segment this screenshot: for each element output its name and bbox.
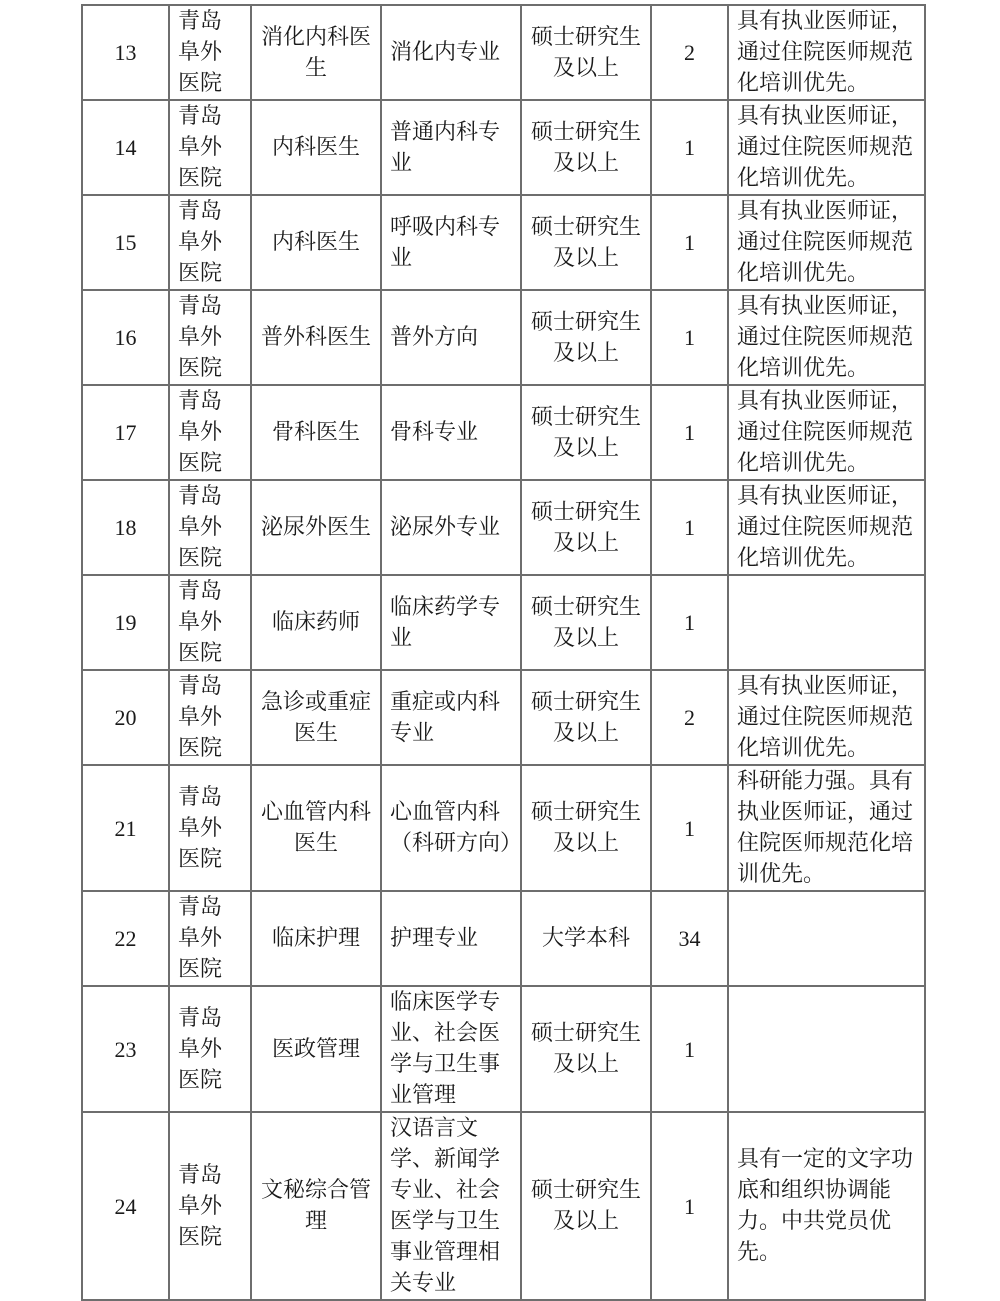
row-number: 13 <box>82 5 169 100</box>
count-cell: 1 <box>651 765 728 891</box>
table-row <box>82 290 925 385</box>
row-number: 24 <box>82 1112 169 1300</box>
table-row <box>82 195 925 290</box>
major-cell: 汉语言文学、新闻学专业、社会医学与卫生事业管理相关专业 <box>381 1112 521 1300</box>
post-cell: 内科医生 <box>251 100 381 195</box>
post-cell: 临床药师 <box>251 575 381 670</box>
requirement-cell: 科研能力强。具有执业医师证，通过住院医师规范化培训优先。 <box>728 765 925 891</box>
requirement-cell <box>728 575 925 670</box>
count-cell: 1 <box>651 575 728 670</box>
requirement-cell: 具有执业医师证，通过住院医师规范化培训优先。 <box>728 385 925 480</box>
table-row <box>82 5 925 100</box>
requirement-cell: 具有执业医师证，通过住院医师规范化培训优先。 <box>728 670 925 765</box>
unit-cell: 青岛阜外医院 <box>169 480 251 575</box>
requirement-cell: 具有一定的文字功底和组织协调能力。中共党员优先。 <box>728 1112 925 1300</box>
education-cell: 硕士研究生及以上 <box>521 986 651 1112</box>
row-number: 14 <box>82 100 169 195</box>
post-cell: 骨科医生 <box>251 385 381 480</box>
row-number: 22 <box>82 891 169 986</box>
table-row <box>82 765 925 891</box>
recruitment-table <box>81 4 926 1301</box>
row-number: 19 <box>82 575 169 670</box>
row-number: 21 <box>82 765 169 891</box>
education-cell: 硕士研究生及以上 <box>521 5 651 100</box>
major-cell: 重症或内科专业 <box>381 670 521 765</box>
post-cell: 临床护理 <box>251 891 381 986</box>
unit-cell: 青岛阜外医院 <box>169 195 251 290</box>
unit-cell: 青岛阜外医院 <box>169 100 251 195</box>
count-cell: 1 <box>651 1112 728 1300</box>
requirement-cell <box>728 891 925 986</box>
major-cell: 普通内科专业 <box>381 100 521 195</box>
post-cell: 内科医生 <box>251 195 381 290</box>
count-cell: 1 <box>651 385 728 480</box>
post-cell: 文秘综合管理 <box>251 1112 381 1300</box>
row-number: 23 <box>82 986 169 1112</box>
count-cell: 1 <box>651 290 728 385</box>
requirement-cell: 具有执业医师证，通过住院医师规范化培训优先。 <box>728 480 925 575</box>
requirement-cell: 具有执业医师证，通过住院医师规范化培训优先。 <box>728 100 925 195</box>
education-cell: 硕士研究生及以上 <box>521 1112 651 1300</box>
count-cell: 2 <box>651 5 728 100</box>
unit-cell: 青岛阜外医院 <box>169 891 251 986</box>
count-cell: 1 <box>651 100 728 195</box>
table-row <box>82 100 925 195</box>
major-cell: 护理专业 <box>381 891 521 986</box>
education-cell: 硕士研究生及以上 <box>521 195 651 290</box>
post-cell: 医政管理 <box>251 986 381 1112</box>
major-cell: 骨科专业 <box>381 385 521 480</box>
post-cell: 消化内科医生 <box>251 5 381 100</box>
unit-cell: 青岛阜外医院 <box>169 670 251 765</box>
row-number: 20 <box>82 670 169 765</box>
unit-cell: 青岛阜外医院 <box>169 385 251 480</box>
education-cell: 硕士研究生及以上 <box>521 670 651 765</box>
major-cell: 泌尿外专业 <box>381 480 521 575</box>
count-cell: 1 <box>651 986 728 1112</box>
requirement-cell: 具有执业医师证，通过住院医师规范化培训优先。 <box>728 290 925 385</box>
education-cell: 硕士研究生及以上 <box>521 385 651 480</box>
education-cell: 硕士研究生及以上 <box>521 575 651 670</box>
row-number: 16 <box>82 290 169 385</box>
count-cell: 2 <box>651 670 728 765</box>
education-cell: 硕士研究生及以上 <box>521 290 651 385</box>
education-cell: 大学本科 <box>521 891 651 986</box>
education-cell: 硕士研究生及以上 <box>521 100 651 195</box>
major-cell: 心血管内科（科研方向） <box>381 765 521 891</box>
table-row <box>82 670 925 765</box>
education-cell: 硕士研究生及以上 <box>521 765 651 891</box>
table-row <box>82 986 925 1112</box>
table-row <box>82 480 925 575</box>
requirement-cell: 具有执业医师证，通过住院医师规范化培训优先。 <box>728 195 925 290</box>
major-cell: 普外方向 <box>381 290 521 385</box>
count-cell: 1 <box>651 480 728 575</box>
unit-cell: 青岛阜外医院 <box>169 765 251 891</box>
major-cell: 呼吸内科专业 <box>381 195 521 290</box>
row-number: 18 <box>82 480 169 575</box>
post-cell: 心血管内科医生 <box>251 765 381 891</box>
unit-cell: 青岛阜外医院 <box>169 290 251 385</box>
post-cell: 急诊或重症医生 <box>251 670 381 765</box>
count-cell: 34 <box>651 891 728 986</box>
major-cell: 临床药学专业 <box>381 575 521 670</box>
education-cell: 硕士研究生及以上 <box>521 480 651 575</box>
row-number: 17 <box>82 385 169 480</box>
major-cell: 临床医学专业、社会医学与卫生事业管理 <box>381 986 521 1112</box>
count-cell: 1 <box>651 195 728 290</box>
row-number: 15 <box>82 195 169 290</box>
requirement-cell <box>728 986 925 1112</box>
table-row <box>82 575 925 670</box>
requirement-cell: 具有执业医师证，通过住院医师规范化培训优先。 <box>728 5 925 100</box>
unit-cell: 青岛阜外医院 <box>169 5 251 100</box>
unit-cell: 青岛阜外医院 <box>169 575 251 670</box>
post-cell: 泌尿外医生 <box>251 480 381 575</box>
table-row <box>82 891 925 986</box>
unit-cell: 青岛阜外医院 <box>169 1112 251 1300</box>
major-cell: 消化内专业 <box>381 5 521 100</box>
unit-cell: 青岛阜外医院 <box>169 986 251 1112</box>
table-row <box>82 385 925 480</box>
post-cell: 普外科医生 <box>251 290 381 385</box>
